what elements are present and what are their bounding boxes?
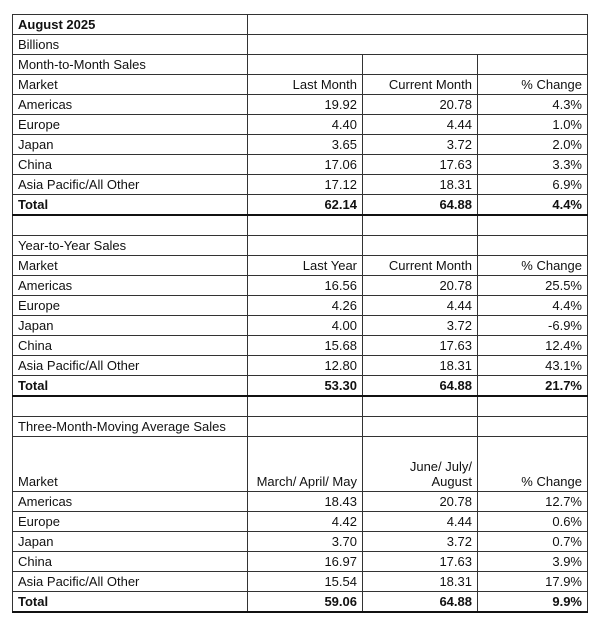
value-cell: 17.63 bbox=[363, 552, 478, 572]
total-value: 64.88 bbox=[363, 592, 478, 613]
header-row bbox=[13, 256, 588, 276]
column-header: Current Month bbox=[363, 75, 478, 95]
table-row bbox=[13, 95, 588, 115]
table-row bbox=[13, 115, 588, 135]
value-cell: 20.78 bbox=[363, 276, 478, 296]
table-row bbox=[13, 155, 588, 175]
change-cell: 3.3% bbox=[478, 155, 588, 175]
column-header: Market bbox=[13, 256, 248, 276]
header-row bbox=[13, 437, 588, 492]
value-cell: 3.65 bbox=[248, 135, 363, 155]
value-cell: 4.44 bbox=[363, 296, 478, 316]
sales-table bbox=[12, 14, 588, 613]
market-cell: Asia Pacific/All Other bbox=[13, 572, 248, 592]
value-cell: 18.43 bbox=[248, 492, 363, 512]
value-cell: 12.80 bbox=[248, 356, 363, 376]
value-cell: 3.72 bbox=[363, 532, 478, 552]
value-cell: 18.31 bbox=[363, 175, 478, 195]
value-cell: 17.06 bbox=[248, 155, 363, 175]
table-row bbox=[13, 552, 588, 572]
column-header: Market bbox=[13, 437, 248, 492]
market-cell: Japan bbox=[13, 532, 248, 552]
table-row bbox=[13, 512, 588, 532]
value-cell: 17.12 bbox=[248, 175, 363, 195]
total-row bbox=[13, 195, 588, 216]
change-cell: 2.0% bbox=[478, 135, 588, 155]
market-cell: Japan bbox=[13, 135, 248, 155]
value-cell: 18.31 bbox=[363, 572, 478, 592]
spacer-row bbox=[13, 215, 588, 236]
market-cell: Europe bbox=[13, 296, 248, 316]
table-row bbox=[13, 356, 588, 376]
change-cell: 12.7% bbox=[478, 492, 588, 512]
total-value: 59.06 bbox=[248, 592, 363, 613]
column-header: March/ April/ May bbox=[248, 437, 363, 492]
unit-label: Billions bbox=[13, 35, 248, 55]
value-cell: 15.68 bbox=[248, 336, 363, 356]
value-cell: 20.78 bbox=[363, 95, 478, 115]
total-row bbox=[13, 376, 588, 397]
market-cell: Americas bbox=[13, 492, 248, 512]
total-value: 62.14 bbox=[248, 195, 363, 216]
change-cell: 4.4% bbox=[478, 296, 588, 316]
section-title: Month-to-Month Sales bbox=[13, 55, 248, 75]
table-row bbox=[13, 316, 588, 336]
market-cell: Asia Pacific/All Other bbox=[13, 175, 248, 195]
market-cell: China bbox=[13, 552, 248, 572]
value-cell: 18.31 bbox=[363, 356, 478, 376]
change-cell: 3.9% bbox=[478, 552, 588, 572]
column-header: Last Year bbox=[248, 256, 363, 276]
market-cell: Asia Pacific/All Other bbox=[13, 356, 248, 376]
market-cell: China bbox=[13, 336, 248, 356]
table-row bbox=[13, 276, 588, 296]
total-value: 53.30 bbox=[248, 376, 363, 397]
unit-row bbox=[13, 35, 588, 55]
market-cell: Europe bbox=[13, 115, 248, 135]
change-cell: 43.1% bbox=[478, 356, 588, 376]
value-cell: 4.26 bbox=[248, 296, 363, 316]
value-cell: 16.97 bbox=[248, 552, 363, 572]
change-cell: 0.6% bbox=[478, 512, 588, 532]
value-cell: 3.70 bbox=[248, 532, 363, 552]
value-cell: 4.40 bbox=[248, 115, 363, 135]
value-cell: 3.72 bbox=[363, 316, 478, 336]
value-cell: 4.44 bbox=[363, 512, 478, 532]
total-change: 9.9% bbox=[478, 592, 588, 613]
section-title-row bbox=[13, 236, 588, 256]
market-cell: Americas bbox=[13, 276, 248, 296]
change-cell: 4.3% bbox=[478, 95, 588, 115]
total-value: 64.88 bbox=[363, 376, 478, 397]
column-header: Current Month bbox=[363, 256, 478, 276]
column-header: Market bbox=[13, 75, 248, 95]
total-row bbox=[13, 592, 588, 613]
table-row bbox=[13, 336, 588, 356]
value-cell: 4.42 bbox=[248, 512, 363, 532]
total-label: Total bbox=[13, 592, 248, 613]
change-cell: 6.9% bbox=[478, 175, 588, 195]
market-cell: Americas bbox=[13, 95, 248, 115]
change-cell: 1.0% bbox=[478, 115, 588, 135]
column-header: Last Month bbox=[248, 75, 363, 95]
table-row bbox=[13, 572, 588, 592]
table-row bbox=[13, 532, 588, 552]
value-cell: 19.92 bbox=[248, 95, 363, 115]
section-title-row bbox=[13, 55, 588, 75]
value-cell: 16.56 bbox=[248, 276, 363, 296]
title-row bbox=[13, 15, 588, 35]
table-row bbox=[13, 492, 588, 512]
change-cell: 17.9% bbox=[478, 572, 588, 592]
sales-report bbox=[12, 14, 588, 613]
section-title: Three-Month-Moving Average Sales bbox=[13, 417, 248, 437]
total-label: Total bbox=[13, 376, 248, 397]
change-cell: 12.4% bbox=[478, 336, 588, 356]
value-cell: 4.00 bbox=[248, 316, 363, 336]
column-header: June/ July/ August bbox=[363, 437, 478, 492]
column-header: % Change bbox=[478, 256, 588, 276]
column-header: % Change bbox=[478, 437, 588, 492]
value-cell: 20.78 bbox=[363, 492, 478, 512]
spacer-row bbox=[13, 396, 588, 417]
market-cell: China bbox=[13, 155, 248, 175]
value-cell: 17.63 bbox=[363, 336, 478, 356]
table-row bbox=[13, 175, 588, 195]
table-row bbox=[13, 296, 588, 316]
change-cell: 25.5% bbox=[478, 276, 588, 296]
change-cell: 0.7% bbox=[478, 532, 588, 552]
total-label: Total bbox=[13, 195, 248, 216]
market-cell: Japan bbox=[13, 316, 248, 336]
column-header: % Change bbox=[478, 75, 588, 95]
total-change: 21.7% bbox=[478, 376, 588, 397]
table-row bbox=[13, 135, 588, 155]
report-title: August 2025 bbox=[13, 15, 248, 35]
total-change: 4.4% bbox=[478, 195, 588, 216]
change-cell: -6.9% bbox=[478, 316, 588, 336]
value-cell: 3.72 bbox=[363, 135, 478, 155]
header-row bbox=[13, 75, 588, 95]
value-cell: 15.54 bbox=[248, 572, 363, 592]
value-cell: 17.63 bbox=[363, 155, 478, 175]
value-cell: 4.44 bbox=[363, 115, 478, 135]
total-value: 64.88 bbox=[363, 195, 478, 216]
section-title-row bbox=[13, 417, 588, 437]
section-title: Year-to-Year Sales bbox=[13, 236, 248, 256]
market-cell: Europe bbox=[13, 512, 248, 532]
